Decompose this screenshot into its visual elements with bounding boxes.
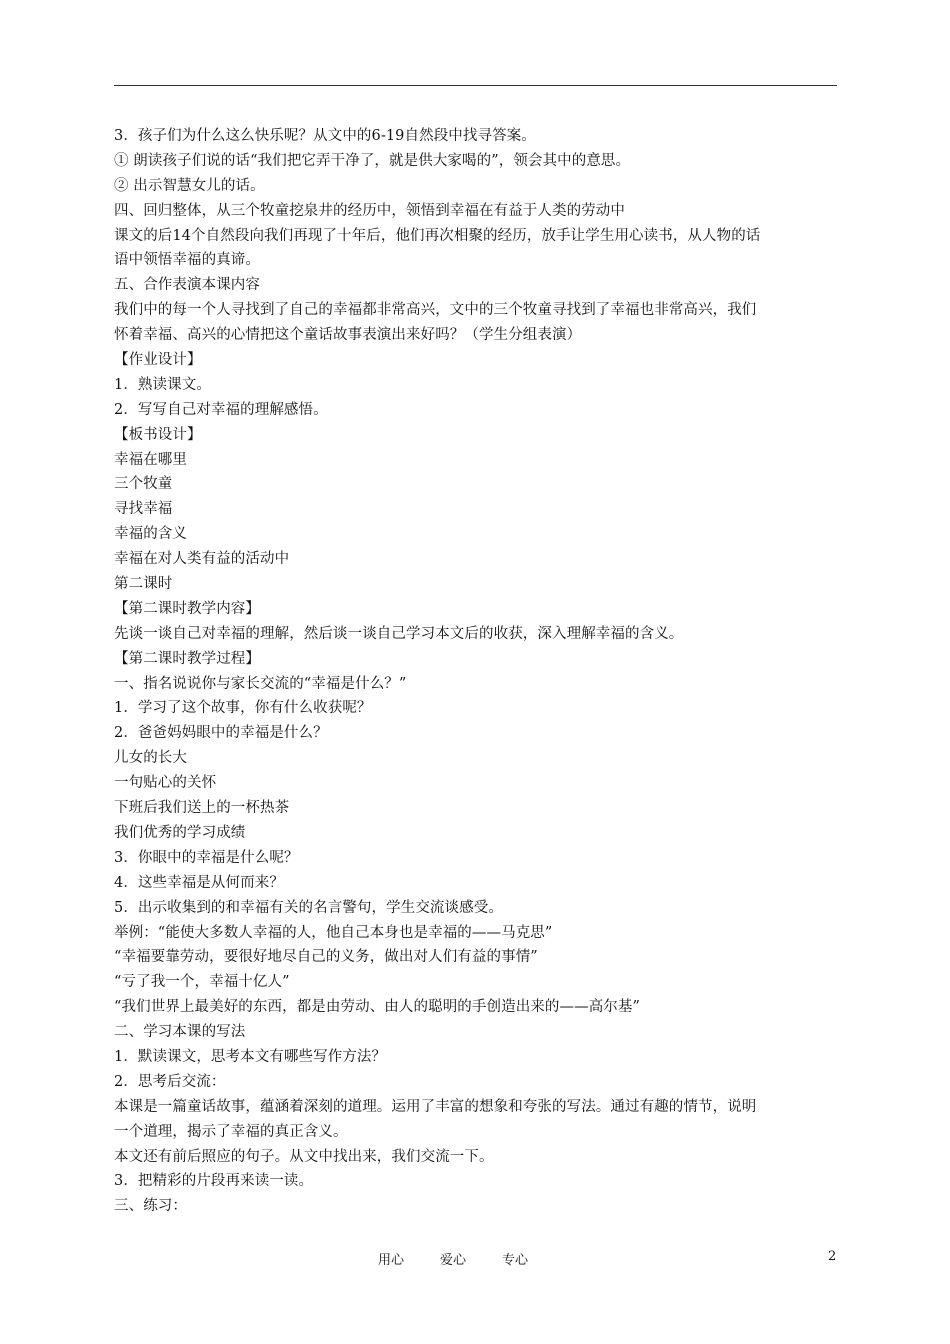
text-line: 第二课时 bbox=[114, 576, 173, 593]
text-line: 先谈一谈自己对幸福的理解，然后谈一谈自己学习本文后的收获，深入理解幸福的含义。 bbox=[114, 625, 684, 642]
text-line: 一句贴心的关怀 bbox=[114, 775, 217, 792]
text-line: 【第二课时教学内容】 bbox=[114, 600, 260, 617]
text-line: 一个道理，揭示了幸福的真正含义。 bbox=[114, 1123, 348, 1140]
footer-motto-word: 用心 bbox=[378, 1253, 405, 1268]
text-line: 三、练习： bbox=[114, 1198, 187, 1215]
page-number: 2 bbox=[828, 1249, 837, 1264]
text-line: 2．思考后交流： bbox=[114, 1073, 226, 1090]
text-line: 下班后我们送上的一杯热茶 bbox=[114, 800, 290, 817]
text-line: 一、指名说说你与家长交流的“幸福是什么？” bbox=[114, 675, 407, 692]
text-line: 寻找幸福 bbox=[114, 501, 173, 518]
text-line: 课文的后14个自然段向我们再现了十年后，他们再次相聚的经历，放手让学生用心读书，从人物的话 bbox=[114, 227, 761, 244]
text-line: 本文还有前后照应的句子。从文中找出来，我们交流一下。 bbox=[114, 1148, 494, 1165]
text-line: 怀着幸福、高兴的心情把这个童话故事表演出来好吗？（学生分组表演） bbox=[114, 327, 582, 344]
page-footer bbox=[0, 1249, 950, 1269]
text-line: 儿女的长大 bbox=[114, 750, 187, 767]
text-line: 五、合作表演本课内容 bbox=[114, 277, 260, 294]
text-line: ② 出示智慧女儿的话。 bbox=[114, 177, 265, 194]
footer-motto-word: 爱心 bbox=[440, 1253, 467, 1268]
text-line: 举例：“能使大多数人幸福的人，他自己本身也是幸福的——马克思” bbox=[114, 924, 553, 941]
text-line: 1．熟读课文。 bbox=[114, 376, 211, 393]
text-line: “亏了我一个，幸福十亿人” bbox=[114, 974, 290, 991]
header-rule bbox=[114, 85, 837, 86]
text-line: 三个牧童 bbox=[114, 476, 173, 493]
text-line: 语中领悟幸福的真谛。 bbox=[114, 252, 260, 269]
text-line: 我们中的每一个人寻找到了自己的幸福都非常高兴，文中的三个牧童寻找到了幸福也非常高兴，我们 bbox=[114, 302, 757, 319]
text-line: 四、回归整体，从三个牧童挖泉井的经历中，领悟到幸福在有益于人类的劳动中 bbox=[114, 202, 625, 219]
text-line: “幸福要靠劳动，要很好地尽自己的义务，做出对人们有益的事情” bbox=[114, 949, 538, 966]
text-line: 1．默读课文，思考本文有哪些写作方法？ bbox=[114, 1048, 387, 1065]
footer-motto bbox=[378, 1249, 528, 1268]
document-body bbox=[114, 124, 842, 1219]
text-line: 3．你眼中的幸福是什么呢？ bbox=[114, 849, 299, 866]
text-line: ① 朗读孩子们说的话“我们把它弄干净了，就是供大家喝的”，领会其中的意思。 bbox=[114, 152, 631, 169]
text-line: 【板书设计】 bbox=[114, 426, 202, 443]
text-line: 我们优秀的学习成绩 bbox=[114, 824, 246, 841]
text-line: 4．这些幸福是从何而来？ bbox=[114, 874, 284, 891]
text-line: 幸福在对人类有益的活动中 bbox=[114, 551, 290, 568]
text-line: 5．出示收集到的和幸福有关的名言警句，学生交流谈感受。 bbox=[114, 899, 503, 916]
text-line: 1．学习了这个故事，你有什么收获呢？ bbox=[114, 700, 372, 717]
text-line: “我们世界上最美好的东西，都是由劳动、由人的聪明的手创造出来的——高尔基” bbox=[114, 999, 641, 1016]
footer-motto-word: 专心 bbox=[502, 1253, 529, 1268]
text-line: 二、学习本课的写法 bbox=[114, 1024, 246, 1041]
text-line: 2．爸爸妈妈眼中的幸福是什么？ bbox=[114, 725, 328, 742]
text-line: 2．写写自己对幸福的理解感悟。 bbox=[114, 401, 328, 418]
text-line: 3．把精彩的片段再来读一读。 bbox=[114, 1173, 314, 1190]
text-line: 幸福在哪里 bbox=[114, 451, 187, 468]
text-line: 【第二课时教学过程】 bbox=[114, 650, 260, 667]
text-line: 幸福的含义 bbox=[114, 526, 187, 543]
text-line: 【作业设计】 bbox=[114, 352, 202, 369]
text-line: 本课是一篇童话故事，蕴涵着深刻的道理。运用了丰富的想象和夸张的写法。通过有趣的情节，说明 bbox=[114, 1098, 757, 1115]
text-line: 3．孩子们为什么这么快乐呢？从文中的6-19自然段中找寻答案。 bbox=[114, 128, 536, 144]
